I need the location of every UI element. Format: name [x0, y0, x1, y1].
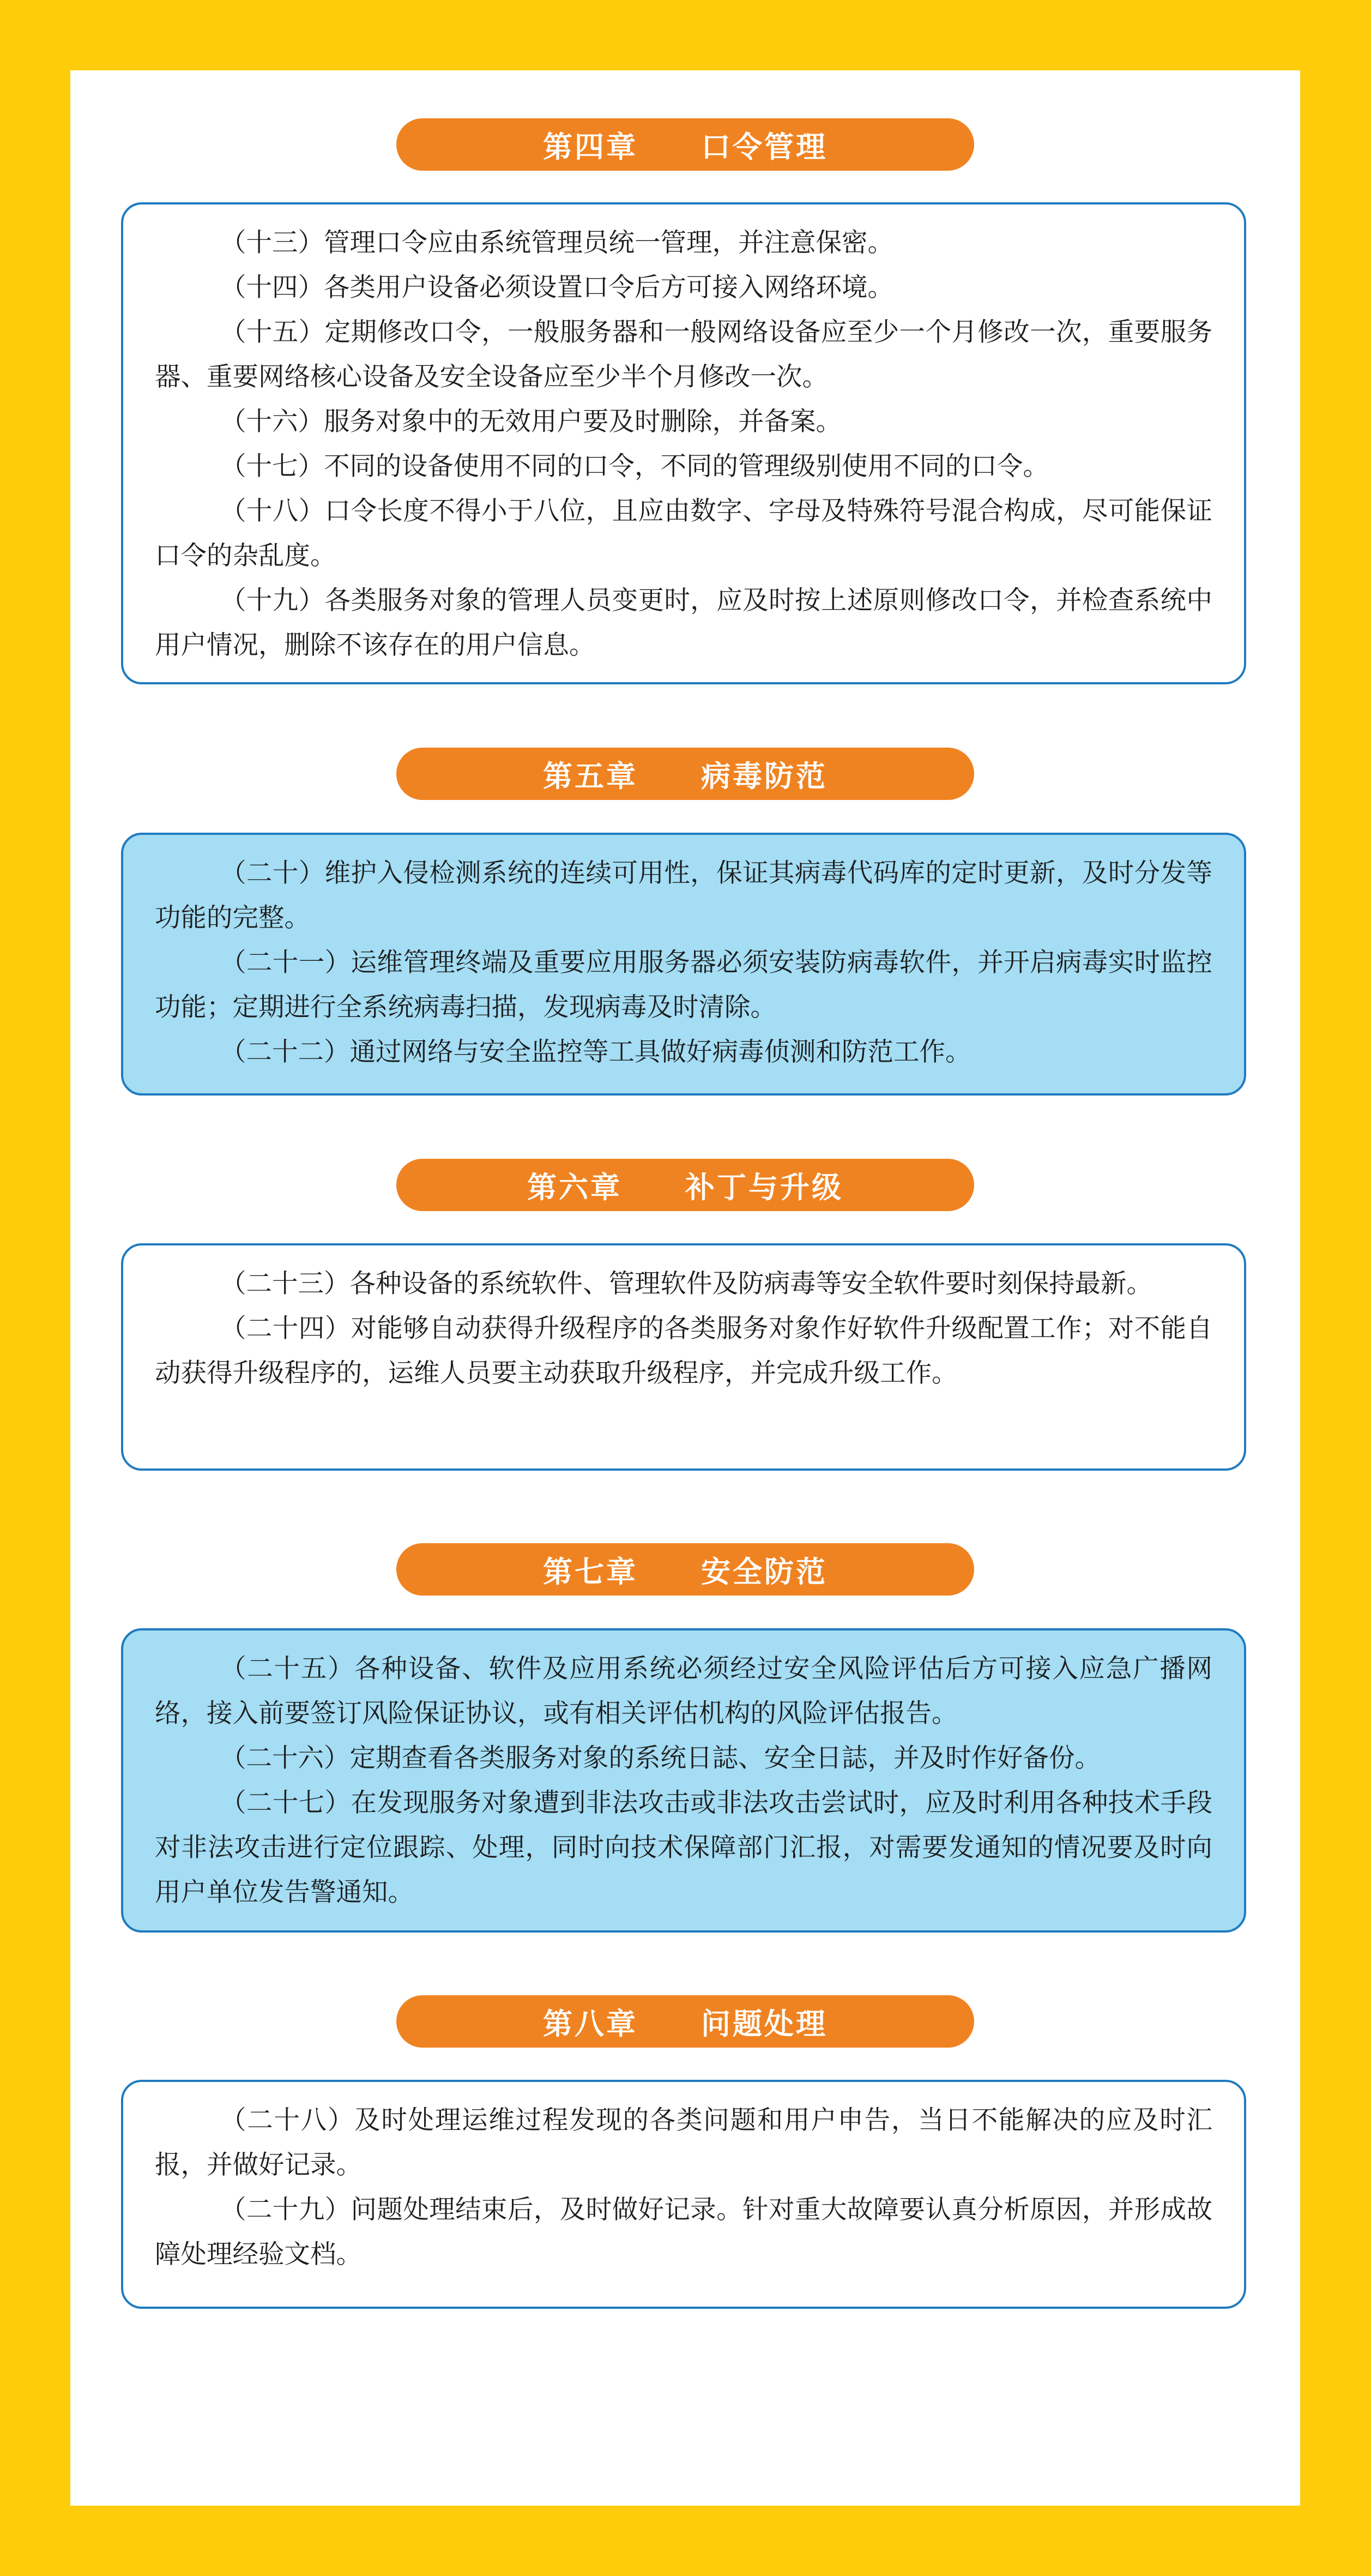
content-panel [70, 70, 1300, 2506]
list-item: （十九）各类服务对象的管理人员变更时，应及时按上述原则修改口令，并检查系统中用户情况，删除不该存在的用户信息。 [155, 586, 1212, 660]
list-item: （十七）不同的设备使用不同的口令，不同的管理级别使用不同的口令。 [220, 452, 1049, 482]
list-item: （十三）管理口令应由系统管理员统一管理，并注意保密。 [220, 228, 893, 258]
list-item: （十六）服务对象中的无效用户要及时删除，并备案。 [220, 407, 842, 437]
list-item: （二十七）在发现服务对象遭到非法攻击或非法攻击尝试时，应及时利用各种技术手段对非法攻击进行定位跟踪、处理，同时向技术保障部门汇报，对需要发通知的情况要及时向用户单位发告警通知。 [155, 1788, 1212, 1907]
list-item: （二十六）定期查看各类服务对象的系统日誌、安全日誌，并及时作好备份。 [220, 1743, 1101, 1773]
chapter-6-title: 第六章 补丁与升级 [396, 1159, 974, 1211]
list-item: （十八）口令长度不得小于八位，且应由数字、字母及特殊符号混合构成，尽可能保证口令的杂乱度。 [155, 496, 1212, 571]
list-item: （二十八）及时处理运维过程发现的各类问题和用户申告，当日不能解决的应及时汇报，并做好记录。 [155, 2105, 1212, 2180]
chapter-6-box [121, 1243, 1246, 1471]
list-item: （二十九）问题处理结束后，及时做好记录。针对重大故障要认真分析原因，并形成故障处理经验文档。 [155, 2195, 1212, 2270]
list-item: （二十四）对能够自动获得升级程序的各类服务对象作好软件升级配置工作；对不能自动获得升级程序的，运维人员要主动获取升级程序，并完成升级工作。 [155, 1314, 1212, 1388]
chapter-7-box [121, 1628, 1246, 1933]
chapter-5-title: 第五章 病毒防范 [396, 748, 974, 800]
chapter-4-box [121, 202, 1246, 684]
chapter-8-title: 第八章 问题处理 [396, 1995, 974, 2048]
list-item: （二十）维护入侵检测系统的连续可用性，保证其病毒代码库的定时更新，及时分发等功能的完整。 [155, 858, 1212, 933]
chapter-5-box [121, 833, 1246, 1096]
chapter-4-title: 第四章 口令管理 [396, 118, 974, 171]
chapter-8-box [121, 2080, 1246, 2309]
list-item: （二十一）运维管理终端及重要应用服务器必须安装防病毒软件，并开启病毒实时监控功能；定期进行全系统病毒扫描，发现病毒及时清除。 [155, 948, 1212, 1022]
list-item: （十五）定期修改口令，一般服务器和一般网络设备应至少一个月修改一次，重要服务器、重要网络核心设备及安全设备应至少半个月修改一次。 [155, 317, 1212, 392]
list-item: （二十二）通过网络与安全监控等工具做好病毒侦测和防范工作。 [220, 1037, 971, 1067]
list-item: （十四）各类用户设备必须设置口令后方可接入网络环境。 [220, 273, 893, 303]
list-item: （二十三）各种设备的系统软件、管理软件及防病毒等安全软件要时刻保持最新。 [220, 1269, 1152, 1299]
list-item: （二十五）各种设备、软件及应用系统必须经过安全风险评估后方可接入应急广播网络，接入前要签订风险保证协议，或有相关评估机构的风险评估报告。 [155, 1654, 1212, 1729]
chapter-7-title: 第七章 安全防范 [396, 1543, 974, 1596]
